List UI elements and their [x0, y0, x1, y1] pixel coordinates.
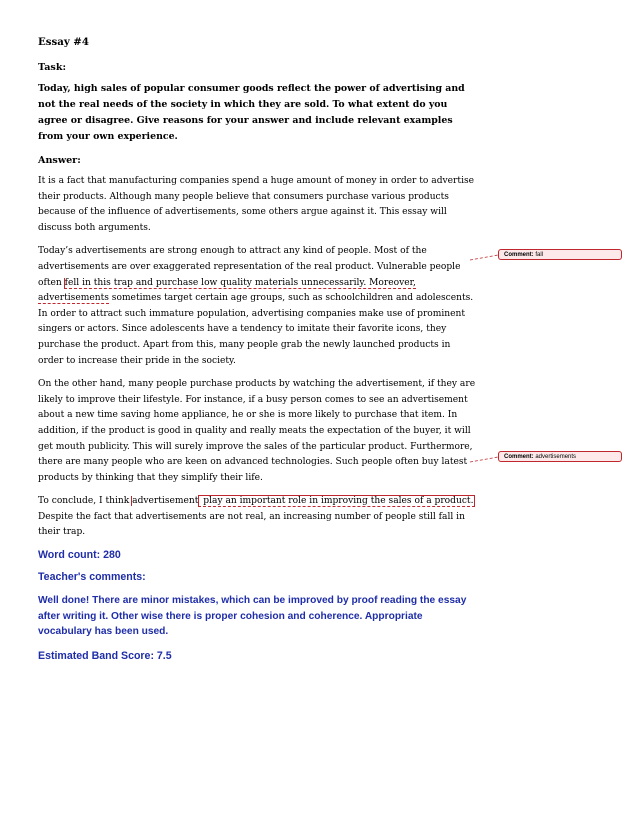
paragraph-4-text-a: To conclude, I think: [38, 496, 133, 507]
paragraph-2-text-a: Today’s advertisements are strong enough to attract any kind of people. Most of the advertisements are over exaggerated representation of the real product. Vulnerable people often: [38, 246, 461, 288]
comment-text: fall: [535, 252, 544, 258]
paragraph-4: [38, 494, 478, 541]
teacher-comments-label: Teacher's comments:: [38, 571, 146, 584]
paragraph-3: On the other hand, many people purchase products by watching the advertisement, if they are likely to improve their lifestyle. For instance, if a busy person comes to see an advertisement about a new time saving home appliance, he or she is more likely to purchase that item. In addition, if the product is good in quality and really meats the expectation of the buyer, it will get mouth publicity. This will surely improve the sales of the particular product. Furthermore, there are many people who are keen on advanced technologies. Such people often buy latest products by thinking that they simplify their life.: [38, 379, 476, 483]
word-count: Word count: 280: [38, 549, 121, 562]
essay-body: [38, 36, 478, 662]
comment-anchor-highlight[interactable]: play an important role in improving the sales of a product.: [200, 496, 474, 507]
answer-label: Answer:: [38, 155, 81, 166]
task-text: Today, high sales of popular consumer goods reflect the power of advertising and not the real needs of the society in which they are sold. To what extent do you agree or disagree. Give reasons for your answer and include relevant examples from your own experience.: [38, 83, 465, 142]
comment-balloon-1[interactable]: [498, 249, 622, 260]
paragraph-2-text-b: sometimes target certain age groups, such as schoolchildren and adolescents. In order to attract such immature population, advertising companies make use of prominent singers or actors. Since adolescents have a tendency to imitate their favorite icons, they purchase the product. Apart from this, many people grab the newly launched products in order to increase their pride in the society.: [38, 293, 474, 366]
essay-title: Essay #4: [38, 36, 89, 48]
comment-anchor-fall[interactable]: fell in this trap and purchase low quality materials unnecessarily. Moreover, advertisements: [38, 277, 416, 304]
paragraph-4-text-b: Despite the fact that advertisements are not real, an increasing number of people still fall in their trap.: [38, 511, 465, 538]
comment-label: Comment:: [504, 252, 534, 258]
paragraph-1: It is a fact that manufacturing companies spend a huge amount of money in order to advertise their products. Although many people believe that consumers purchase various products because of the influence of advertisements, some others argue against it. This essay will discuss both arguments.: [38, 176, 475, 233]
task-label: Task:: [38, 62, 67, 73]
comment-text: advertisements: [535, 454, 577, 460]
comment-anchor-advertisements[interactable]: advertisement: [132, 496, 199, 507]
teacher-comments-text: Well done! There are minor mistakes, which can be improved by proof reading the essay after writing it. Other wise there is proper cohesion and coherence. Appropriate vocabulary has been used.: [38, 595, 467, 638]
comment-label: Comment:: [504, 454, 534, 460]
paragraph-2: [38, 244, 478, 369]
comment-balloon-2[interactable]: [498, 451, 622, 462]
band-score: Estimated Band Score: 7.5: [38, 649, 172, 662]
